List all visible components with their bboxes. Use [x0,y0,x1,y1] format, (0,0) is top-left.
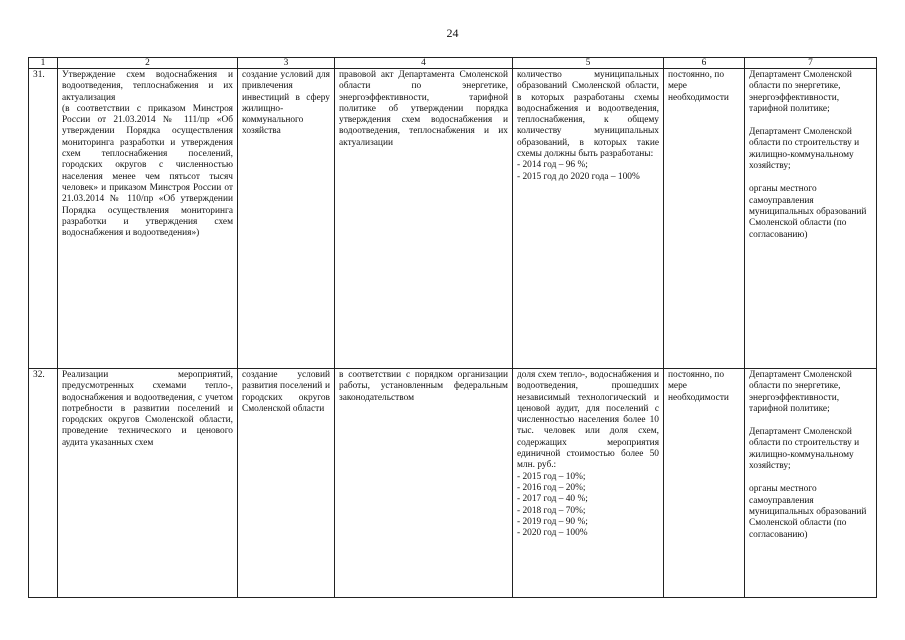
column-header: 6 [664,58,745,69]
term-cell: постоянно, по мере необходимости [664,69,745,369]
column-header: 2 [58,58,238,69]
responsible-item: органы местного самоуправления муниципальных образований Смоленской области (по согласованию) [749,484,867,540]
responsible-item: Департамент Смоленской области по строительству и жилищно-коммунальному хозяйству; [749,127,860,172]
indicator-cell: количество муниципальных образований Смоленской области, в которых разработаны схемы водоснабжения и водоотведения, теплоснабжения, к общему количеству муниципальных образований, в которых такие схемы должны быть разработаны: - 2014 год – 96 %; - 2015 год до 2020 года – 100% [513,69,664,369]
responsible-item: Департамент Смоленской области по строительству и жилищно-коммунальному хозяйству; [749,427,860,472]
goal-cell: создание условий развития поселений и городских округов Смоленской области [238,369,335,598]
column-header: 7 [745,58,877,69]
responsible-cell [745,369,877,598]
measure-cell: Утверждение схем водоснабжения и водоотведения, теплоснабжения и их актуализация (в соответствии с приказом Минстроя России от 21.03.2014 № 111/пр «Об утверждении Порядка осуществления мониторинга разработки и утверждения схем теплоснабжения поселений, городских округов с численностью населения менее чем пятьсот тысяч человек» и приказом Минстроя России от 21.03.2014 № 110/пр «Об утверждении Порядка осуществления мониторинга разработки и утверждения схем водоснабжения и водоотведения») [58,69,238,369]
responsible-item: Департамент Смоленской области по энергетике, энергоэффективности, тарифной политике; [749,370,852,414]
term-cell: постоянно, по мере необходимости [664,369,745,598]
table-row [29,369,877,598]
goal-cell: создание условий для привлечения инвестиций в сферу жилищно-коммунального хозяйства [238,69,335,369]
column-number-row [29,58,877,69]
result-cell: в соответствии с порядком организации работы, установленным федеральным законодательством [335,369,513,598]
column-header: 5 [513,58,664,69]
result-cell: правовой акт Департамента Смоленской области по энергетике, энергоэффективности, тарифной политике об утверждении порядка утверждения схем водоснабжения и водоотведения, теплоснабжения и их актуализации [335,69,513,369]
column-header: 4 [335,58,513,69]
responsible-item: органы местного самоуправления муниципальных образований Смоленской области (по согласованию) [749,184,867,240]
page-number: 24 [446,26,459,40]
table-row [29,69,877,369]
indicator-cell: доля схем тепло-, водоснабжения и водоотведения, прошедших независимый технологический и ценовой аудит, для поселений с численностью населения более 10 тыс. человек или доля схем, содержащих мероприятия единичной стоимостью более 50 млн. руб.: - 2015 год – 10%; - 2016 год – 20%; - 2017 год – 40 %; - 2018 год – 70%; - 2019 год – 90 %; - 2020 год – 100% [513,369,664,598]
responsible-cell [745,69,877,369]
measure-cell: Реализации мероприятий, предусмотренных схемами тепло-, водоснабжения и водоотведения, с учетом потребности в развитии поселений и городских округов Смоленской области, проведение технического и ценового аудита указанных схем [58,369,238,598]
row-number: 32. [29,369,58,598]
column-header: 3 [238,58,335,69]
column-header: 1 [29,58,58,69]
row-number: 31. [29,69,58,369]
measures-table [28,57,877,598]
responsible-item: Департамент Смоленской области по энергетике, энергоэффективности, тарифной политике; [749,70,852,114]
